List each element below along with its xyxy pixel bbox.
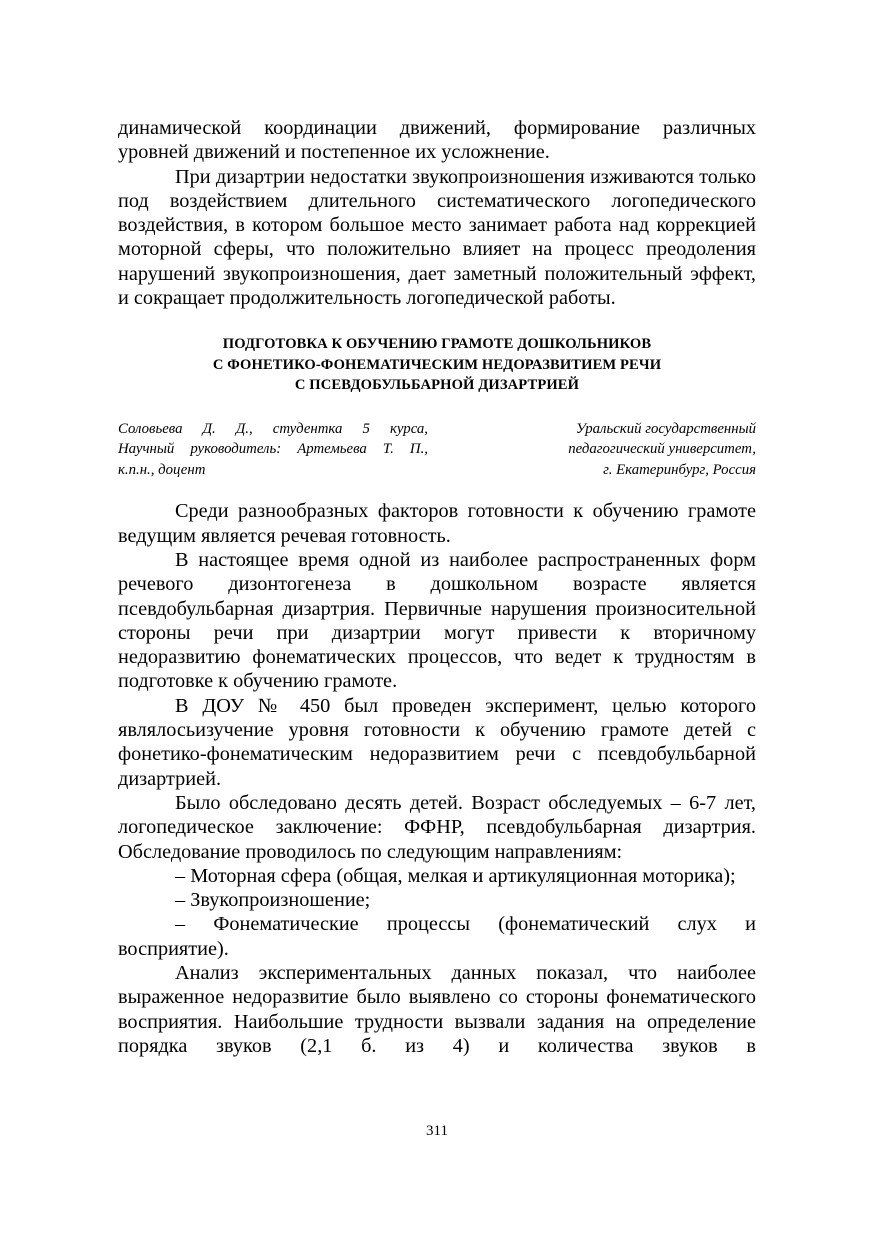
author-block	[118, 419, 756, 481]
affiliation-line-2: педагогический университет,	[568, 441, 756, 458]
page-number: 311	[426, 1123, 448, 1139]
list-item-motor: – Моторная сфера (общая, мелкая и артикуляционная моторика);	[175, 864, 736, 887]
author-affiliation	[456, 419, 756, 481]
body-paragraph-4: Было обследовано десять детей. Возраст обследуемых – 6-7 лет, логопедическое заключение: ФФНР, псевдобульбарная дизартрия. Обследование проводилось по следующим направлениям:	[118, 791, 756, 863]
affiliation-line-1: Уральский государственный	[575, 420, 756, 437]
intro-paragraph-2: При дизартрии недостатки звукопроизношения изживаются только под воздействием длительного систематического логопедического воздействия, в котором большое место занимает работа над коррекцией моторной сферы, что положительно влияет на процесс преодоления нарушений звукопроизношения, дает заметный положительный эффект, и сокращает продолжительность логопедической работы.	[118, 165, 756, 310]
intro-paragraph-1: динамической координации движений, формирование различных уровней движений и постепенное их усложнение.	[118, 117, 756, 164]
affiliation-line-3: г. Екатеринбург, Россия	[603, 461, 756, 478]
article-title-line-2: С ФОНЕТИКО-ФОНЕМАТИЧЕСКИМ НЕДОРАЗВИТИЕМ РЕЧИ	[212, 356, 662, 373]
author-line-1: Соловьева Д. Д., студентка 5 курса,	[118, 420, 428, 437]
article-title-line-1: ПОДГОТОВКА К ОБУЧЕНИЮ ГРАМОТЕ ДОШКОЛЬНИКОВ	[222, 336, 652, 353]
page-content	[118, 116, 756, 1058]
list-item-phonemic: – Фонематические процессы (фонематический слух и восприятие).	[118, 913, 756, 960]
body-paragraph-2: В настоящее время одной из наиболее распространенных форм речевого дизонтогенеза в дошкольном возрасте является псевдобульбарная дизартрия. Первичные нарушения произносительной стороны речи при дизартрии могут привести к вторичному недоразвитию фонематических процессов, что ведет к трудностям в подготовке к обучению грамоте.	[118, 548, 756, 693]
author-line-3: к.п.н., доцент	[118, 461, 206, 478]
body-paragraph-1: Среди разнообразных факторов готовности к обучению грамоте ведущим является речевая готовность.	[118, 500, 756, 547]
body-paragraph-5: Анализ экспериментальных данных показал, что наиболее выраженное недоразвитие было выявлено со стороны фонематического восприятия. Наибольшие трудности вызвали задания на определение порядка звуков (2,1 б. из 4) и количества звуков в	[118, 962, 756, 1057]
article-title	[118, 334, 756, 396]
body-paragraph-3: В ДОУ № 450 был проведен эксперимент, целью которого являлосьизучение уровня готовности к обучению грамоте детей с фонетико-фонематическим недоразвитием речи с псевдобульбарной дизартрией.	[118, 694, 756, 790]
article-title-line-3: С ПСЕВДОБУЛЬБАРНОЙ ДИЗАРТРИЕЙ	[294, 377, 580, 394]
intro-text	[118, 116, 756, 310]
list-item-sound: – Звукопроизношение;	[175, 889, 371, 912]
author-names	[118, 419, 428, 481]
author-line-2: Научный руководитель: Артемьева Т. П.,	[118, 441, 428, 458]
article-body	[118, 499, 756, 1058]
